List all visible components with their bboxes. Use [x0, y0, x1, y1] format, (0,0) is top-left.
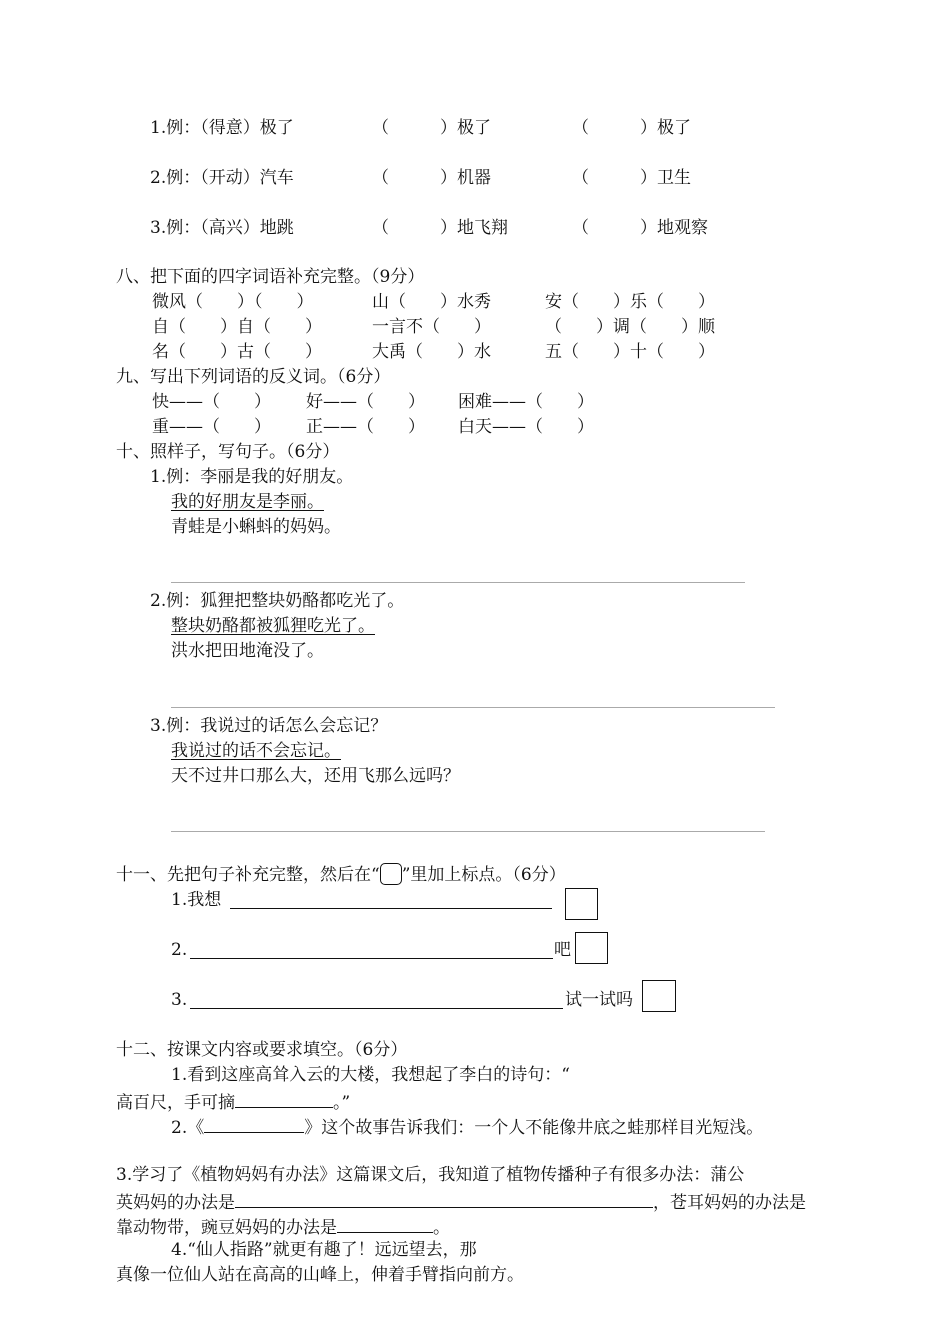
- q12-s4-line2: 真像一位仙人站在高高的山峰上，伸着手臂指向前方。: [116, 1265, 524, 1285]
- q9-r1-c2[interactable]: 好——（ ）: [306, 392, 425, 412]
- q11-item3-punct-box[interactable]: [642, 980, 676, 1012]
- q7-row1-blank1[interactable]: （ ）极了: [372, 118, 491, 138]
- q10-item2-prompt: 洪水把田地淹没了。: [171, 641, 324, 661]
- q7-row1-example: 1.例：（得意）极了: [150, 118, 294, 138]
- q12-s3-text3: 靠动物带，豌豆妈妈的办法是: [116, 1218, 337, 1238]
- q9-r1-c1[interactable]: 快——（ ）: [152, 392, 271, 412]
- q11-item2-suffix: 吧: [554, 940, 571, 960]
- q8-r1-c2[interactable]: 山（ ）水秀: [372, 292, 491, 312]
- q12-s3-end: 。: [433, 1218, 450, 1238]
- q7-row3-example: 3.例：（高兴）地跳: [150, 218, 294, 238]
- q12-s1-blank[interactable]: [235, 1089, 333, 1108]
- q7-row2-blank2[interactable]: （ ）卫生: [572, 168, 691, 188]
- q12-s3-text2: ，苍耳妈妈的办法是: [653, 1193, 806, 1213]
- q9-r1-c3[interactable]: 困难——（ ）: [458, 392, 594, 412]
- q12-s1-text: 高百尺，手可摘: [116, 1093, 235, 1113]
- q8-r1-c3[interactable]: 安（ ）乐（ ）: [545, 292, 715, 312]
- q7-row3-blank2[interactable]: （ ）地观察: [572, 218, 708, 238]
- q11-item3-line[interactable]: [190, 1008, 563, 1009]
- q11-title: [116, 864, 566, 886]
- q8-r3-c1[interactable]: 名（ ）古（ ）: [152, 342, 322, 362]
- q8-r2-c2[interactable]: 一言不（ ）: [372, 317, 491, 337]
- q9-title: 九、写出下列词语的反义词。（6分）: [116, 367, 391, 387]
- q11-item1-line[interactable]: [230, 908, 552, 909]
- q12-title: 十二、按课文内容或要求填空。（6分）: [116, 1040, 408, 1060]
- q8-r3-c2[interactable]: 大禹（ ）水: [372, 342, 491, 362]
- q8-title: 八、把下面的四字词语补充完整。（9分）: [116, 267, 425, 287]
- q10-item1-example: 1.例：李丽是我的好朋友。: [150, 467, 354, 487]
- q8-r2-c1[interactable]: 自（ ）自（ ）: [152, 317, 322, 337]
- q12-s3-text1: 英妈妈的办法是: [116, 1193, 235, 1213]
- q12-s1-line1: 1.看到这座高耸入云的大楼，我想起了李白的诗句：“: [171, 1065, 570, 1085]
- q12-s3-blank2[interactable]: [337, 1214, 433, 1233]
- q10-item1-answer: 我的好朋友是李丽。: [171, 492, 324, 512]
- q12-s3-line2: [116, 1189, 806, 1214]
- q11-item2-punct-box[interactable]: [575, 932, 608, 964]
- q9-r2-c2[interactable]: 正——（ ）: [306, 417, 425, 437]
- q11-item2-line[interactable]: [190, 958, 553, 959]
- q12-s2-start: 2.《: [171, 1118, 205, 1138]
- q11-item1-punct-box[interactable]: [565, 888, 598, 920]
- q7-row1-blank2[interactable]: （ ）极了: [572, 118, 691, 138]
- q10-item1-prompt: 青蛙是小蝌蚪的妈妈。: [171, 517, 341, 537]
- q10-item3-answer: 我说过的话不会忘记。: [171, 741, 341, 761]
- q11-title-part2: ”里加上标点。（6分）: [401, 865, 566, 885]
- q10-item2-answer: 整块奶酪都被狐狸吃光了。: [171, 616, 375, 636]
- q10-item1-answer-line[interactable]: [171, 582, 745, 583]
- q10-item2-example: 2.例：狐狸把整块奶酪都吃光了。: [150, 591, 405, 611]
- q8-r2-c3[interactable]: （ ）调（ ）顺: [545, 317, 715, 337]
- q12-s3-blank1[interactable]: [235, 1189, 653, 1208]
- punctuation-box-icon: [380, 863, 402, 885]
- q10-item3-example: 3.例：我说过的话怎么会忘记？: [150, 716, 388, 736]
- q12-s4-line1: 4.“仙人指路”就更有趣了！远远望去，那: [171, 1240, 477, 1260]
- q10-item2-answer-line[interactable]: [171, 707, 775, 708]
- q11-item3-label: 3.: [171, 990, 188, 1010]
- q12-s2: [171, 1114, 763, 1139]
- q12-s3-line1: 3.学习了《植物妈妈有办法》这篇课文后，我知道了植物传播种子有很多办法：蒲公: [116, 1165, 745, 1185]
- q12-s2-rest: 》这个故事告诉我们：一个人不能像井底之蛙那样目光短浅。: [304, 1118, 764, 1138]
- q7-row2-blank1[interactable]: （ ）机器: [372, 168, 491, 188]
- q12-s1-line2: [116, 1089, 350, 1114]
- q9-r2-c3[interactable]: 白天——（ ）: [458, 417, 594, 437]
- q10-title: 十、照样子，写句子。（6分）: [116, 442, 340, 462]
- q12-s1-end: 。”: [333, 1093, 351, 1113]
- q10-item3-answer-line[interactable]: [171, 831, 765, 832]
- q12-s3-line3: [116, 1214, 450, 1239]
- q8-r3-c3[interactable]: 五（ ）十（ ）: [545, 342, 715, 362]
- q12-s2-blank[interactable]: [204, 1114, 304, 1133]
- q11-item2-label: 2.: [171, 940, 188, 960]
- q11-title-part1: 十一、先把句子补充完整，然后在“: [116, 865, 380, 885]
- q7-row2-example: 2.例：（开动）汽车: [150, 168, 294, 188]
- q8-r1-c1[interactable]: 微风（ ）（ ）: [152, 292, 314, 312]
- q11-item1-label: 1.我想: [171, 890, 222, 910]
- q9-r2-c1[interactable]: 重——（ ）: [152, 417, 271, 437]
- q10-item3-prompt: 天不过井口那么大，还用飞那么远吗？: [171, 766, 460, 786]
- q11-item3-suffix: 试一试吗: [565, 990, 633, 1010]
- q7-row3-blank1[interactable]: （ ）地飞翔: [372, 218, 508, 238]
